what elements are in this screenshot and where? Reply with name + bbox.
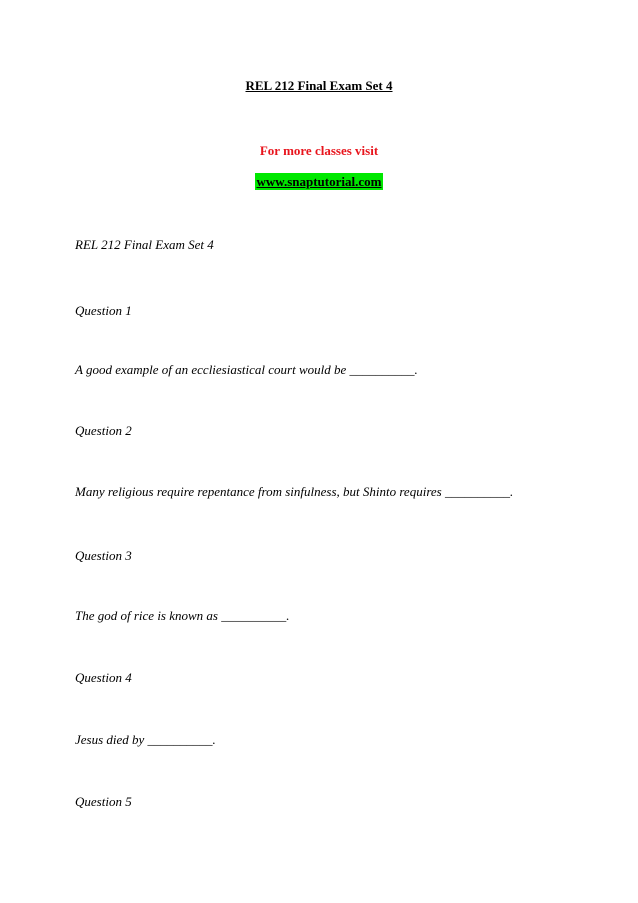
question-2-text: Many religious require repentance from sinfulness, but Shinto requires __________. [75, 484, 514, 499]
document-title [0, 78, 638, 94]
question-1-text: A good example of an eccliesiastical court would be __________. [75, 362, 418, 377]
question-2-label: Question 2 [75, 423, 132, 438]
promo-link[interactable]: www.snaptutorial.com [256, 174, 382, 189]
question-4-text: Jesus died by __________. [75, 732, 216, 747]
question-1-label: Question 1 [75, 303, 132, 318]
question-3-label: Question 3 [75, 548, 132, 563]
question-5-label: Question 5 [75, 794, 132, 809]
question-4-label: Question 4 [75, 670, 132, 685]
exam-heading: REL 212 Final Exam Set 4 [75, 237, 214, 252]
promo-link-row [0, 173, 638, 190]
document-title-text: REL 212 Final Exam Set 4 [245, 78, 393, 93]
promo-text: For more classes visit [259, 143, 379, 158]
question-3-text: The god of rice is known as __________. [75, 608, 290, 623]
